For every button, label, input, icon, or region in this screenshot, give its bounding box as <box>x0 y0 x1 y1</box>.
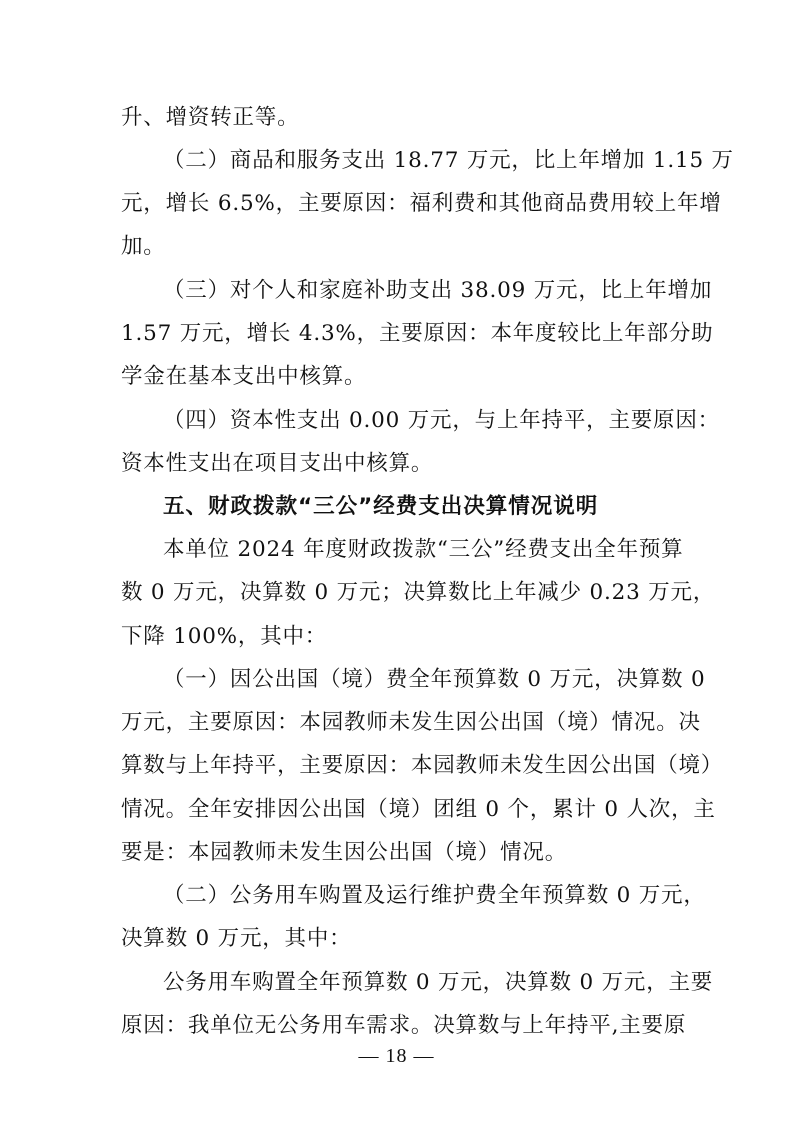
paragraph-line: （二）商品和服务支出 18.77 万元，比上年增加 1.15 万 <box>163 148 734 173</box>
page-number: — 18 — <box>358 1045 435 1067</box>
paragraph-line: 公务用车购置全年预算数 0 万元，决算数 0 万元，主要 <box>163 970 714 995</box>
paragraph-line: 学金在基本支出中核算。 <box>121 364 367 389</box>
paragraph-line: 下降 100%，其中： <box>121 624 328 649</box>
paragraph-line: 1.57 万元，增长 4.3%，主要原因：本年度较比上年部分助 <box>121 321 714 346</box>
section-heading: 五、财政拨款“三公”经费支出决算情况说明 <box>163 494 599 519</box>
paragraph-line: （四）资本性支出 0.00 万元，与上年持平，主要原因： <box>163 408 720 433</box>
paragraph-line: 资本性支出在项目支出中核算。 <box>121 451 434 476</box>
paragraph-line: 万元，主要原因：本园教师未发生因公出国（境）情况。决 <box>121 710 701 735</box>
paragraph-line: （二）公务用车购置及运行维护费全年预算数 0 万元， <box>163 883 706 908</box>
paragraph-line: （一）因公出国（境）费全年预算数 0 万元，决算数 0 <box>163 667 706 692</box>
paragraph-line: 情况。全年安排因公出国（境）团组 0 个，累计 0 人次，主 <box>121 797 716 822</box>
paragraph-line: 原因：我单位无公务用车需求。决算数与上年持平,主要原 <box>121 1013 687 1038</box>
paragraph-line: 本单位 2024 年度财政拨款“三公”经费支出全年预算 <box>163 537 684 562</box>
paragraph-line: 算数与上年持平，主要原因：本园教师未发生因公出国（境） <box>121 753 724 778</box>
paragraph-line: 加。 <box>121 234 166 259</box>
paragraph-line: （三）对个人和家庭补助支出 38.09 万元，比上年增加 <box>163 278 713 303</box>
paragraph-line: 元，增长 6.5%，主要原因：福利费和其他商品费用较上年增 <box>121 191 722 216</box>
paragraph-line: 要是：本园教师未发生因公出国（境）情况。 <box>121 840 568 865</box>
paragraph-line: 决算数 0 万元，其中： <box>121 926 352 951</box>
paragraph-line: 升、增资转正等。 <box>121 105 300 130</box>
paragraph-line: 数 0 万元，决算数 0 万元；决算数比上年减少 0.23 万元， <box>121 580 716 605</box>
